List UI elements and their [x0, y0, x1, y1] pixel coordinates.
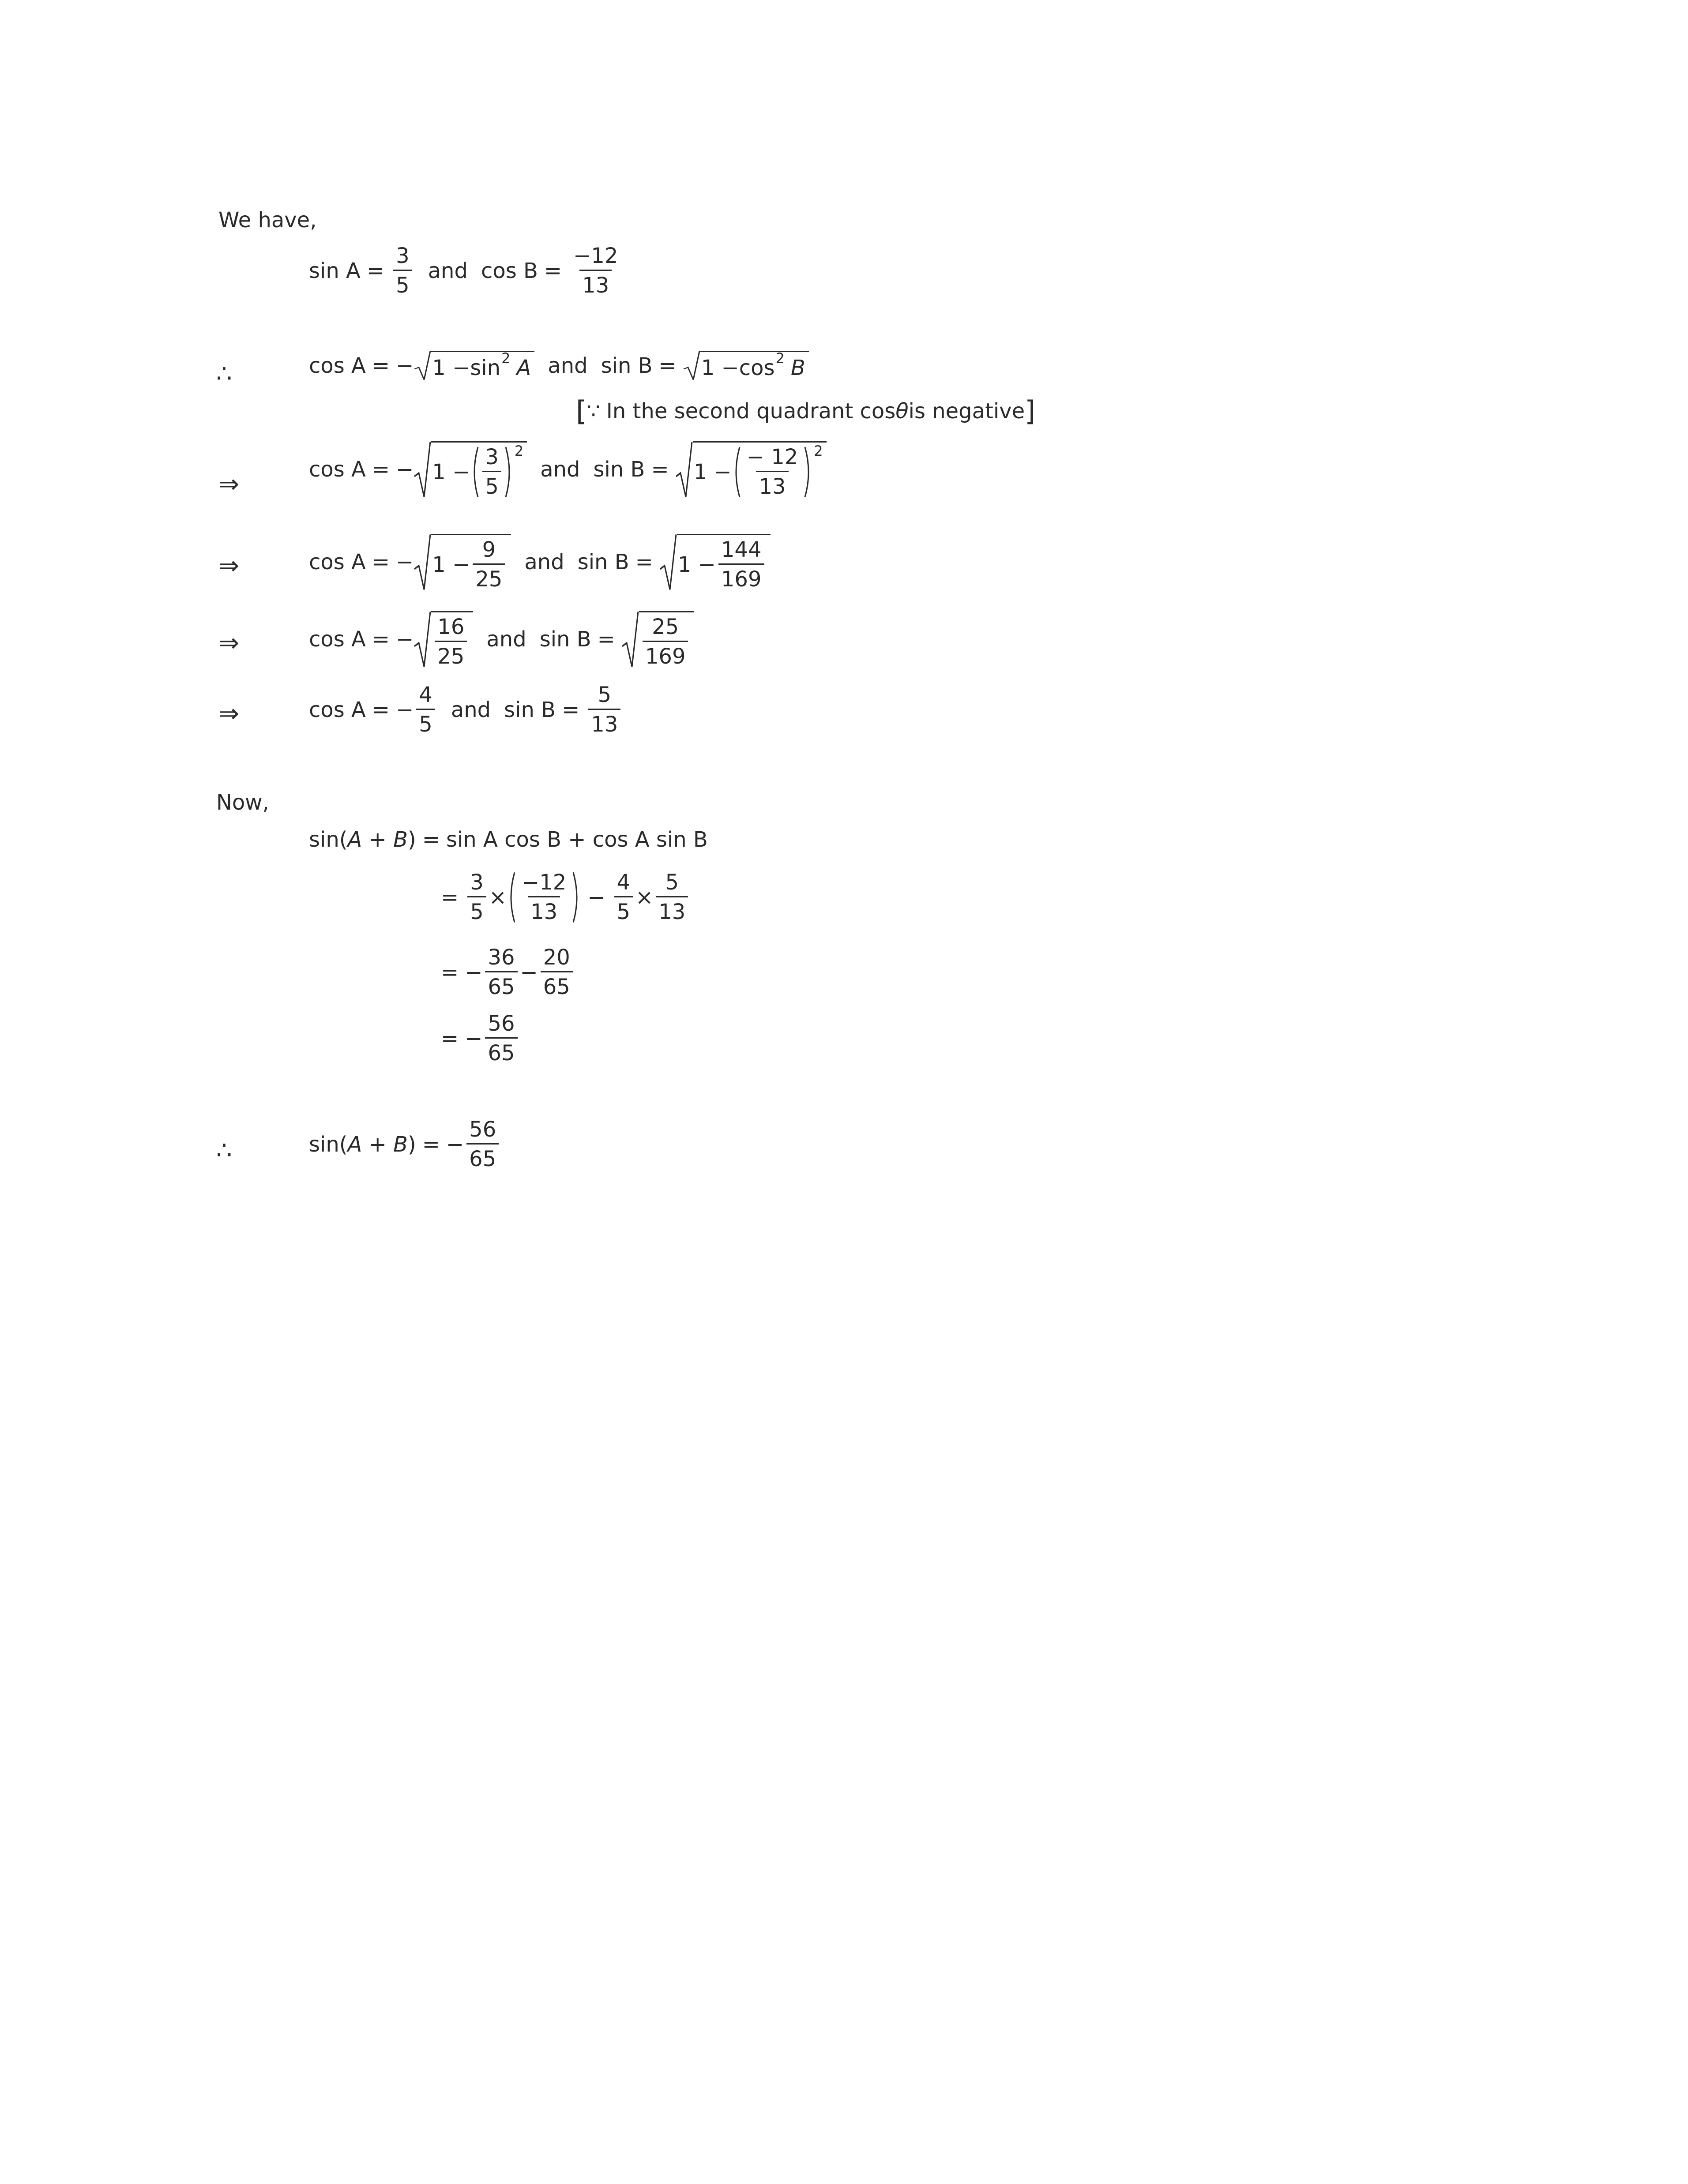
fraction-144-169 [718, 539, 764, 591]
note-tail: is negative [908, 398, 1025, 424]
result-line [309, 684, 623, 736]
one-minus: 1 − [693, 459, 732, 484]
minus-sign: − [465, 1026, 483, 1051]
fraction-4-5 [614, 871, 633, 923]
numerator: 4 [617, 870, 631, 895]
one-minus: 1 − [677, 552, 716, 577]
right-paren-icon [504, 446, 514, 498]
radical-sign-icon [414, 351, 431, 380]
sum-formula [309, 827, 708, 852]
denominator: 13 [588, 709, 620, 736]
denominator: 5 [614, 896, 633, 923]
minus-sign: − [520, 960, 538, 985]
one-minus: 1 − [432, 356, 470, 380]
substitution-line [309, 441, 827, 498]
implies-arrow: ⇒ [218, 699, 239, 728]
therefore-symbol: ∴ [216, 360, 232, 388]
fraction-3-5 [467, 871, 486, 923]
and-word: and [540, 457, 580, 482]
step-combine [435, 1013, 520, 1065]
denominator: 13 [756, 471, 788, 498]
cos-a-label: cos A [309, 627, 366, 652]
paren-close: ) [408, 1132, 416, 1157]
paren-open: ( [339, 1132, 348, 1157]
radical-sign-icon [675, 441, 693, 498]
numerator: 16 [437, 615, 465, 639]
sin-function: sin [309, 1132, 339, 1157]
numerator: 3 [485, 445, 499, 469]
sin-b-label: sin B [601, 353, 653, 378]
fraction-3-5 [393, 245, 412, 297]
variable-a: A [516, 356, 531, 380]
fraction-36-65 [485, 946, 517, 998]
quadrant-note [576, 395, 1035, 427]
radical-sign-icon [621, 611, 639, 668]
equals-sign: = [372, 353, 390, 378]
radical-sign-icon [414, 534, 431, 591]
theta-symbol: θ [895, 398, 909, 424]
equals-sign: = [372, 697, 390, 722]
and-word: and [524, 550, 564, 575]
square-root [414, 534, 511, 591]
a-plus-b: A + B [347, 1132, 408, 1157]
exponent: 2 [501, 350, 511, 367]
numerator: 3 [396, 244, 410, 268]
equals-sign: = [422, 1132, 440, 1157]
radical-sign-icon [683, 351, 700, 380]
equals-sign: = [441, 960, 459, 985]
fraction-4-5 [416, 684, 435, 736]
numerator: −12 [521, 870, 567, 895]
fraction-root-line [309, 611, 694, 668]
given-equation [309, 245, 623, 297]
bracket-close: ] [1025, 395, 1036, 427]
left-paren-icon [732, 446, 741, 498]
numerator: 9 [482, 537, 496, 562]
equals-sign: = [372, 627, 390, 652]
variable-b: B [790, 356, 805, 380]
and-word: and [486, 627, 526, 652]
square-root [683, 351, 809, 380]
times-sign: × [635, 885, 654, 910]
minus-sign: − [465, 960, 483, 985]
fraction-16-25 [435, 616, 467, 668]
cos-a-label: cos A [309, 353, 366, 378]
cos-a-label: cos A [309, 697, 366, 722]
equals-sign: = [441, 885, 459, 910]
because-symbol: ∵ [586, 398, 600, 424]
fraction-neg12-13 [571, 245, 620, 297]
denominator: 25 [473, 563, 505, 590]
a-plus-b: A + B [347, 827, 408, 852]
fraction-5-13 [588, 684, 620, 736]
numerator: 56 [469, 1117, 496, 1142]
sin-b-label: sin B [593, 457, 645, 482]
numerator: 3 [470, 870, 484, 895]
denominator: 65 [485, 1037, 517, 1064]
fraction-25-169 [643, 616, 688, 668]
equals-sign: = [597, 627, 615, 652]
minus-sign: − [396, 550, 414, 575]
sin-b-label: sin B [539, 627, 591, 652]
left-paren-icon [507, 871, 516, 923]
intro-text: We have, [218, 208, 317, 233]
numerator: 25 [652, 615, 679, 639]
minus-sign: − [396, 627, 414, 652]
equals-sign: = [366, 258, 385, 283]
denominator: 65 [541, 971, 573, 998]
one-minus: 1 − [701, 356, 739, 380]
step-substitute [435, 871, 691, 923]
denominator: 13 [656, 896, 688, 923]
sin-b-label: sin B [504, 697, 556, 722]
note-text: In the second quadrant cos [606, 398, 896, 424]
paren-open: ( [339, 827, 348, 852]
minus-sign: − [396, 697, 414, 722]
therefore-symbol: ∴ [216, 1136, 232, 1165]
minus-sign: − [587, 885, 605, 910]
numerator: 36 [488, 945, 515, 970]
denominator: 169 [643, 641, 688, 668]
right-paren-icon [571, 871, 581, 923]
numerator: 4 [419, 683, 432, 707]
cos-b-label: cos B [481, 258, 538, 283]
cos-a-label: cos A [309, 550, 366, 575]
denominator: 5 [482, 471, 501, 498]
denominator: 65 [485, 971, 517, 998]
final-answer [309, 1118, 501, 1171]
denominator: 5 [393, 270, 412, 296]
sin-b-label: sin B [577, 550, 629, 575]
right-paren-icon [803, 446, 813, 498]
one-minus: 1 − [432, 552, 470, 577]
square-root [675, 441, 827, 498]
numerator: 5 [665, 870, 679, 895]
radical-sign-icon [414, 611, 431, 668]
left-paren-icon [470, 446, 480, 498]
square-root [621, 611, 695, 668]
fraction-56-65 [485, 1013, 517, 1065]
numerator: 5 [598, 683, 612, 707]
square-root [414, 351, 534, 380]
denominator: 65 [466, 1143, 499, 1170]
minus-sign: − [396, 457, 414, 482]
and-word: and [428, 258, 468, 283]
fraction-9-25 [473, 539, 505, 591]
numerator: 56 [488, 1011, 515, 1036]
square-root [414, 611, 473, 668]
implies-arrow: ⇒ [218, 629, 239, 657]
equals-sign: = [422, 827, 440, 852]
numerator: 20 [543, 945, 570, 970]
equals-sign: = [651, 457, 669, 482]
exponent: 2 [775, 350, 785, 367]
and-word: and [451, 697, 491, 722]
fraction-56-65 [466, 1118, 499, 1171]
implies-arrow: ⇒ [218, 552, 239, 580]
sin-a-label: sin A [309, 258, 361, 283]
radical-sign-icon [414, 441, 431, 498]
simplify-line [309, 534, 771, 591]
expansion: sin A cos B + cos A sin B [446, 827, 708, 852]
parenthesis-group [470, 446, 514, 498]
equals-sign: = [441, 1026, 459, 1051]
implies-arrow: ⇒ [218, 470, 239, 499]
denominator: 169 [718, 563, 764, 590]
sin-function: sin [309, 827, 339, 852]
square-root [659, 534, 771, 591]
exponent: 2 [514, 442, 524, 459]
equals-sign: = [635, 550, 653, 575]
equals-sign: = [372, 550, 390, 575]
equals-sign: = [658, 353, 677, 378]
minus-sign: − [396, 353, 414, 378]
minus-sign: − [446, 1132, 464, 1157]
fraction-5-13 [656, 871, 688, 923]
fraction-3-5 [482, 446, 501, 498]
fraction-neg12-13 [744, 446, 801, 498]
numerator: − 12 [746, 445, 798, 469]
square-root [414, 441, 527, 498]
fraction-20-65 [541, 946, 573, 998]
denominator: 13 [579, 270, 612, 296]
denominator: 5 [416, 709, 435, 736]
equals-sign: = [372, 457, 390, 482]
identity-line [309, 351, 809, 380]
cos-function: cos [739, 356, 775, 380]
step-multiply [435, 946, 575, 998]
bracket-open: [ [576, 395, 587, 427]
denominator: 13 [528, 896, 560, 923]
numerator: 144 [721, 537, 762, 562]
radical-sign-icon [659, 534, 677, 591]
one-minus: 1 − [432, 459, 470, 484]
equals-sign: = [544, 258, 562, 283]
now-text: Now, [216, 790, 269, 815]
cos-a-label: cos A [309, 457, 366, 482]
equals-sign: = [562, 697, 580, 722]
and-word: and [548, 353, 588, 378]
times-sign: × [489, 885, 507, 910]
denominator: 5 [467, 896, 486, 923]
denominator: 25 [435, 641, 467, 668]
paren-close: ) [408, 827, 416, 852]
numerator: −12 [573, 244, 618, 268]
sin-function: sin [470, 356, 501, 380]
parenthesis-group [732, 446, 813, 498]
exponent: 2 [814, 442, 823, 459]
parenthesis-group [507, 871, 581, 923]
fraction-neg12-13 [519, 871, 569, 923]
